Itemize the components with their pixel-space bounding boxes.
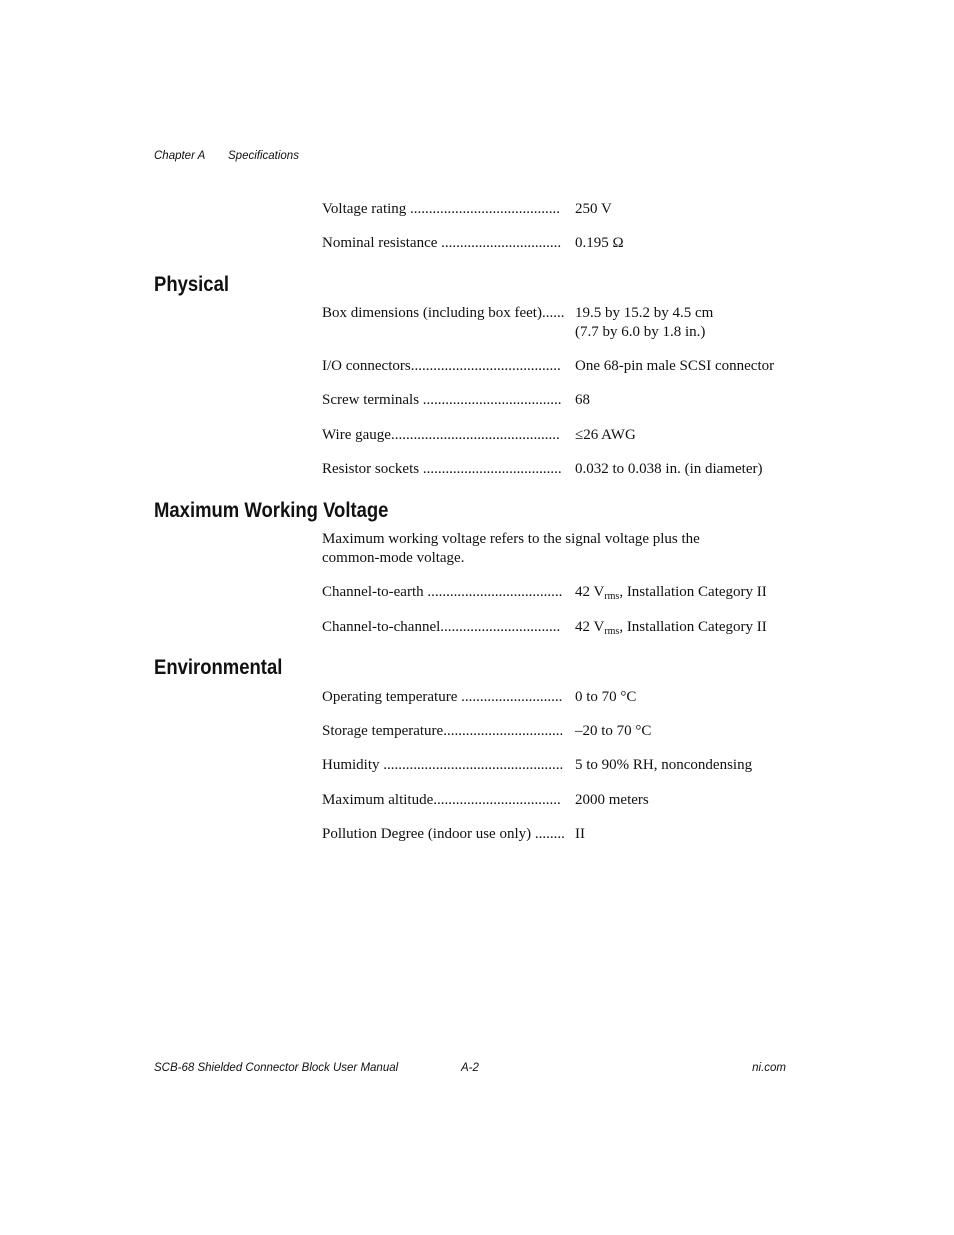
spec-value: 0 to 70 °C: [575, 689, 637, 705]
spec-label: Channel-to-earth ....................................: [322, 584, 563, 600]
spec-value-suffix: , Installation Category II: [619, 619, 767, 635]
spec-row-resistor-sockets: [322, 460, 762, 479]
footer-manual-title: SCB-68 Shielded Connector Block User Manual: [154, 1062, 399, 1074]
spec-row-pollution-degree: [322, 825, 585, 844]
spec-row-io-connectors: [322, 357, 774, 376]
running-header: [154, 150, 299, 162]
spec-label: Voltage rating ........................................: [322, 201, 561, 217]
spec-label: Pollution Degree (indoor use only) ........: [322, 826, 565, 842]
spec-row-box-dimensions: [322, 304, 713, 342]
spec-value-main: 42 V: [575, 619, 605, 635]
spec-label: Channel-to-channel................................: [322, 619, 561, 635]
spec-row-maximum-altitude: [322, 791, 649, 810]
spec-value-main: 42 V: [575, 584, 605, 600]
footer-site: ni.com: [752, 1062, 786, 1074]
spec-value: [575, 304, 713, 342]
spec-label: Box dimensions (including box feet)......: [322, 305, 565, 321]
spec-value: [575, 583, 767, 602]
spec-label: Screw terminals .....................................: [322, 392, 562, 408]
spec-label: Wire gauge.............................................: [322, 427, 560, 443]
spec-label: Maximum altitude..................................: [322, 792, 561, 808]
spec-value: 250 V: [575, 201, 612, 217]
spec-label: Resistor sockets .....................................: [322, 461, 562, 477]
spec-label: Storage temperature................................: [322, 723, 564, 739]
spec-row-nominal-resistance: [322, 234, 624, 253]
spec-row-storage-temperature: [322, 722, 651, 741]
section-label: Specifications: [228, 150, 299, 162]
section-heading-environmental: Environmental: [154, 656, 283, 679]
section-heading-max-working-voltage: Maximum Working Voltage: [154, 499, 389, 522]
spec-value: 0.032 to 0.038 in. (in diameter): [575, 461, 763, 477]
footer-page-number: A-2: [461, 1062, 479, 1074]
spec-label: Humidity ................................................: [322, 757, 564, 773]
spec-row-humidity: [322, 756, 752, 775]
spec-value: [575, 618, 767, 637]
spec-value: –20 to 70 °C: [575, 723, 652, 739]
spec-value-line: (7.7 by 6.0 by 1.8 in.): [575, 324, 706, 340]
spec-value: 0.195 Ω: [575, 235, 624, 251]
spec-row-wire-gauge: [322, 426, 636, 445]
section-description: Maximum working voltage refers to the signal voltage plus the common-mode voltage.: [322, 531, 700, 566]
spec-value: One 68-pin male SCSI connector: [575, 358, 775, 374]
spec-value: II: [575, 826, 585, 842]
spec-value-suffix: , Installation Category II: [619, 584, 767, 600]
spec-value: 5 to 90% RH, noncondensing: [575, 757, 753, 773]
chapter-label: Chapter A: [154, 150, 206, 162]
spec-row-operating-temperature: [322, 688, 636, 707]
spec-value-line: 19.5 by 15.2 by 4.5 cm: [575, 305, 714, 321]
spec-value-subscript: rms: [604, 591, 620, 602]
spec-value: 68: [575, 392, 590, 408]
section-heading-physical: Physical: [154, 273, 230, 296]
spec-label: I/O connectors........................................: [322, 358, 561, 374]
spec-row-channel-to-channel: [322, 618, 767, 637]
spec-row-voltage-rating: [322, 200, 612, 219]
spec-value-subscript: rms: [604, 626, 620, 637]
spec-value: ≤26 AWG: [575, 427, 636, 443]
spec-row-screw-terminals: [322, 391, 590, 410]
spec-value: 2000 meters: [575, 792, 649, 808]
spec-row-channel-to-earth: [322, 583, 767, 602]
spec-label: Nominal resistance ................................: [322, 235, 562, 251]
spec-label: Operating temperature ...........................: [322, 689, 563, 705]
